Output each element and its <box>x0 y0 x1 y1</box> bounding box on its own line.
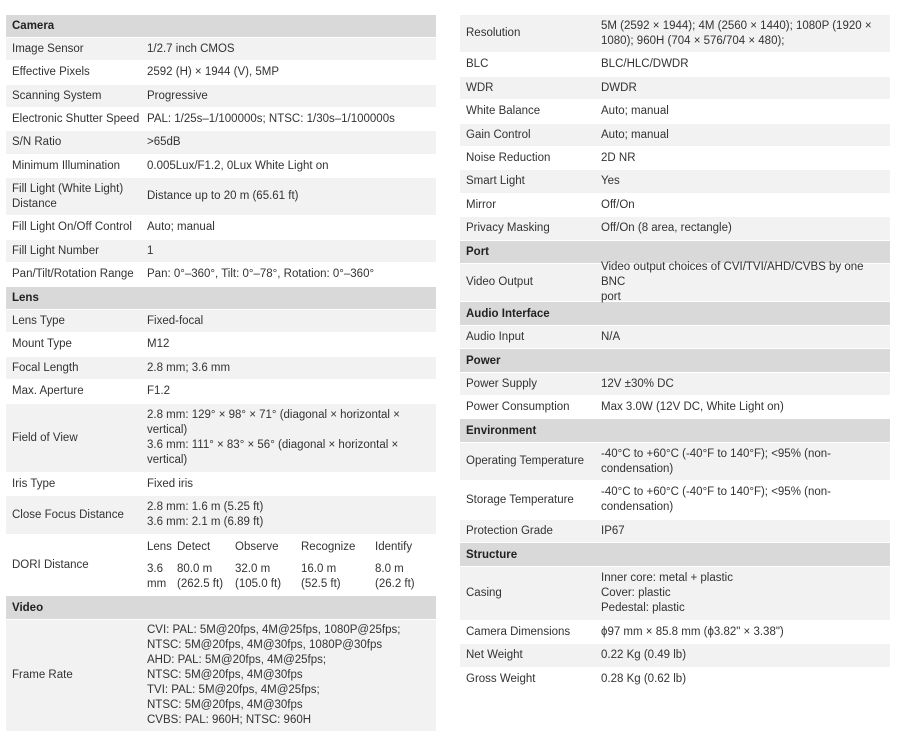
spec-row <box>6 404 436 473</box>
spec-label: Smart Light <box>466 175 525 187</box>
spec-value: Video output choices of CVI/TVI/AHD/CVBS by one BNC port <box>601 261 864 303</box>
spec-value: 2.8 mm; 3.6 mm <box>147 361 231 374</box>
section-title: Camera <box>12 20 55 32</box>
section-title: Port <box>466 246 489 258</box>
spec-label: Effective Pixels <box>12 66 90 78</box>
dori-header-row <box>141 536 436 559</box>
spec-label: Camera Dimensions <box>466 625 571 638</box>
spec-row <box>460 147 890 170</box>
spec-row <box>6 108 436 131</box>
section-header-power <box>460 349 890 373</box>
spec-value: -40°C to +60°C (-40°F to 140°F); <95% (non- condensation) <box>601 447 831 475</box>
section-header-lens <box>6 287 436 310</box>
dori-header-observe: Observe <box>235 540 279 553</box>
spec-row <box>6 178 436 216</box>
dori-value-identify: 8.0 m (26.2 ft) <box>375 562 415 590</box>
dori-value-row <box>141 559 436 595</box>
spec-column-left <box>6 15 436 732</box>
spec-row <box>6 155 436 178</box>
spec-row <box>6 131 436 155</box>
spec-label: White Balance <box>466 105 541 117</box>
section-header-audio <box>460 302 890 326</box>
spec-label: Privacy Masking <box>466 222 550 234</box>
spec-row <box>460 520 890 543</box>
spec-value: Auto; manual <box>601 128 669 141</box>
spec-value: 2592 (H) × 1944 (V), 5MP <box>147 66 279 78</box>
spec-row <box>6 85 436 108</box>
spec-row <box>460 77 890 100</box>
spec-label: Protection Grade <box>466 524 553 537</box>
spec-label: Mount Type <box>12 338 72 350</box>
spec-row <box>6 380 436 404</box>
dori-header-recognize: Recognize <box>301 540 356 553</box>
spec-label: BLC <box>466 58 489 70</box>
spec-label: Close Focus Distance <box>12 508 124 521</box>
dori-value-lens: 3.6 mm <box>147 562 167 590</box>
spec-row <box>6 333 436 357</box>
spec-row <box>460 396 890 419</box>
spec-label: Max. Aperture <box>12 385 84 397</box>
spec-value: Auto; manual <box>601 105 669 117</box>
section-header-camera <box>6 15 436 38</box>
section-title: Power <box>466 354 501 367</box>
spec-row <box>6 620 436 732</box>
spec-label: Operating Temperature <box>466 455 585 467</box>
spec-label: Scanning System <box>12 89 102 102</box>
spec-row <box>460 567 890 621</box>
spec-value: 1/2.7 inch CMOS <box>147 42 235 55</box>
spec-row <box>460 373 890 396</box>
spec-row <box>460 443 890 481</box>
spec-label: Resolution <box>466 27 521 39</box>
section-header-structure <box>460 543 890 567</box>
dori-header-lens: Lens <box>147 540 172 553</box>
section-header-environment <box>460 419 890 443</box>
spec-label: Pan/Tilt/Rotation Range <box>12 268 134 280</box>
spec-value: 1 <box>147 244 154 257</box>
spec-value: F1.2 <box>147 385 171 397</box>
spec-value: Inner core: metal + plastic Cover: plastic Pedestal: plastic <box>601 572 733 614</box>
spec-value: N/A <box>601 330 621 343</box>
spec-label: Video Output <box>466 276 533 288</box>
spec-label: Noise Reduction <box>466 151 551 164</box>
spec-value: Pan: 0°–360°, Tilt: 0°–78°, Rotation: 0°–360° <box>147 268 375 280</box>
spec-label: Fill Light Number <box>12 244 99 257</box>
spec-row <box>6 357 436 380</box>
spec-value: 2D NR <box>601 151 636 164</box>
spec-label: Casing <box>466 587 502 599</box>
spec-value: 2.8 mm: 1.6 m (5.25 ft) 3.6 mm: 2.1 m (6.89 ft) <box>147 501 264 528</box>
spec-value: Distance up to 20 m (65.61 ft) <box>147 190 299 202</box>
section-title: Video <box>12 601 44 614</box>
spec-label: Gain Control <box>466 128 531 141</box>
spec-label: S/N Ratio <box>12 136 62 148</box>
spec-label: DORI Distance <box>12 558 89 571</box>
spec-row <box>460 124 890 147</box>
dori-table <box>141 536 436 595</box>
spec-label: Gross Weight <box>466 672 536 685</box>
spec-row <box>6 61 436 85</box>
spec-value: >65dB <box>147 136 181 148</box>
spec-row <box>6 496 436 535</box>
spec-column-right <box>460 15 890 691</box>
spec-row <box>460 100 890 124</box>
spec-label: Power Supply <box>466 377 537 390</box>
spec-label: Mirror <box>466 198 497 211</box>
section-title: Environment <box>466 424 537 437</box>
spec-value: Progressive <box>147 89 208 102</box>
spec-row <box>460 668 890 691</box>
spec-value: 2.8 mm: 129° × 98° × 71° (diagonal × horizontal × vertical) 3.6 mm: 111° × 83° × 56° (diagonal × horizontal × vertical) <box>147 409 400 466</box>
spec-value: Off/On <box>601 198 635 211</box>
dori-header-identify: Identify <box>375 540 413 553</box>
dori-value-detect: 80.0 m (262.5 ft) <box>177 562 224 590</box>
section-title: Lens <box>12 292 39 304</box>
spec-row <box>460 644 890 668</box>
spec-label: Net Weight <box>466 649 523 661</box>
spec-label: Power Consumption <box>466 400 570 413</box>
spec-value: IP67 <box>601 524 625 537</box>
spec-label: Lens Type <box>12 314 65 327</box>
spec-value: ϕ97 mm × 85.8 mm (ϕ3.82" × 3.38") <box>601 625 784 638</box>
dori-value-observe: 32.0 m (105.0 ft) <box>235 562 282 590</box>
spec-value: Max 3.0W (12V DC, White Light on) <box>601 400 784 413</box>
spec-value: M12 <box>147 338 170 350</box>
spec-row <box>6 240 436 263</box>
spec-row <box>460 217 890 241</box>
section-header-video <box>6 596 436 620</box>
spec-row <box>460 481 890 520</box>
spec-row <box>6 263 436 287</box>
dori-value-recognize: 16.0 m (52.5 ft) <box>301 562 341 590</box>
spec-label: Focal Length <box>12 361 79 374</box>
spec-value: 0.22 Kg (0.49 lb) <box>601 649 687 661</box>
spec-row <box>460 261 890 303</box>
spec-label: Storage Temperature <box>466 493 574 506</box>
spec-row <box>460 15 890 53</box>
spec-label: Fill Light (White Light) Distance <box>12 182 124 210</box>
spec-row <box>6 216 436 240</box>
spec-row <box>460 621 890 644</box>
spec-value: -40°C to +60°C (-40°F to 140°F); <95% (non- condensation) <box>601 486 831 513</box>
spec-value: 12V ±30% DC <box>601 377 674 390</box>
section-title: Structure <box>466 548 518 561</box>
spec-value: PAL: 1/25s–1/100000s; NTSC: 1/30s–1/100000s <box>147 112 395 125</box>
spec-value: 5M (2592 × 1944); 4M (2560 × 1440); 1080P (1920 × 1080); 960H (704 × 576/704 × 480); <box>601 19 872 47</box>
spec-label: Audio Input <box>466 330 525 343</box>
spec-row <box>6 38 436 61</box>
spec-label: Image Sensor <box>12 42 84 55</box>
spec-label: Field of View <box>12 431 78 444</box>
spec-value: Yes <box>601 175 620 187</box>
spec-row <box>460 194 890 217</box>
spec-row <box>6 310 436 333</box>
spec-value: Off/On (8 area, rectangle) <box>601 222 732 234</box>
spec-value: DWDR <box>601 81 637 94</box>
spec-value: BLC/HLC/DWDR <box>601 58 689 70</box>
spec-label: WDR <box>466 81 494 94</box>
spec-label: Electronic Shutter Speed <box>12 112 140 125</box>
spec-value: CVI: PAL: 5M@20fps, 4M@25fps, 1080P@25fps; NTSC: 5M@20fps, 4M@30fps, 1080P@30fps AHD: PAL: 5M@20fps, 4M@25fps; NTSC: 5M@20fps, 4M@30fps TVI: PAL: 5M@20fps, 4M@25fps; NTSC: 5M@20fps, 4M@30fps CVBS: PAL: 960H; NTSC: 960H <box>147 624 401 726</box>
section-title: Audio Interface <box>466 307 550 320</box>
spec-row <box>460 326 890 349</box>
dori-header-detect: Detect <box>177 540 211 553</box>
dori-row <box>6 535 436 596</box>
spec-value: 0.28 Kg (0.62 lb) <box>601 672 687 685</box>
spec-label: Minimum Illumination <box>12 159 121 172</box>
spec-label: Iris Type <box>12 477 56 490</box>
spec-value: 0.005Lux/F1.2, 0Lux White Light on <box>147 159 329 172</box>
spec-row <box>460 53 890 77</box>
spec-label: Fill Light On/Off Control <box>12 221 132 233</box>
spec-row <box>6 473 436 496</box>
spec-value: Fixed iris <box>147 477 194 490</box>
spec-row <box>460 170 890 194</box>
spec-value: Fixed-focal <box>147 314 204 327</box>
spec-label: Frame Rate <box>12 669 73 681</box>
spec-value: Auto; manual <box>147 221 215 233</box>
